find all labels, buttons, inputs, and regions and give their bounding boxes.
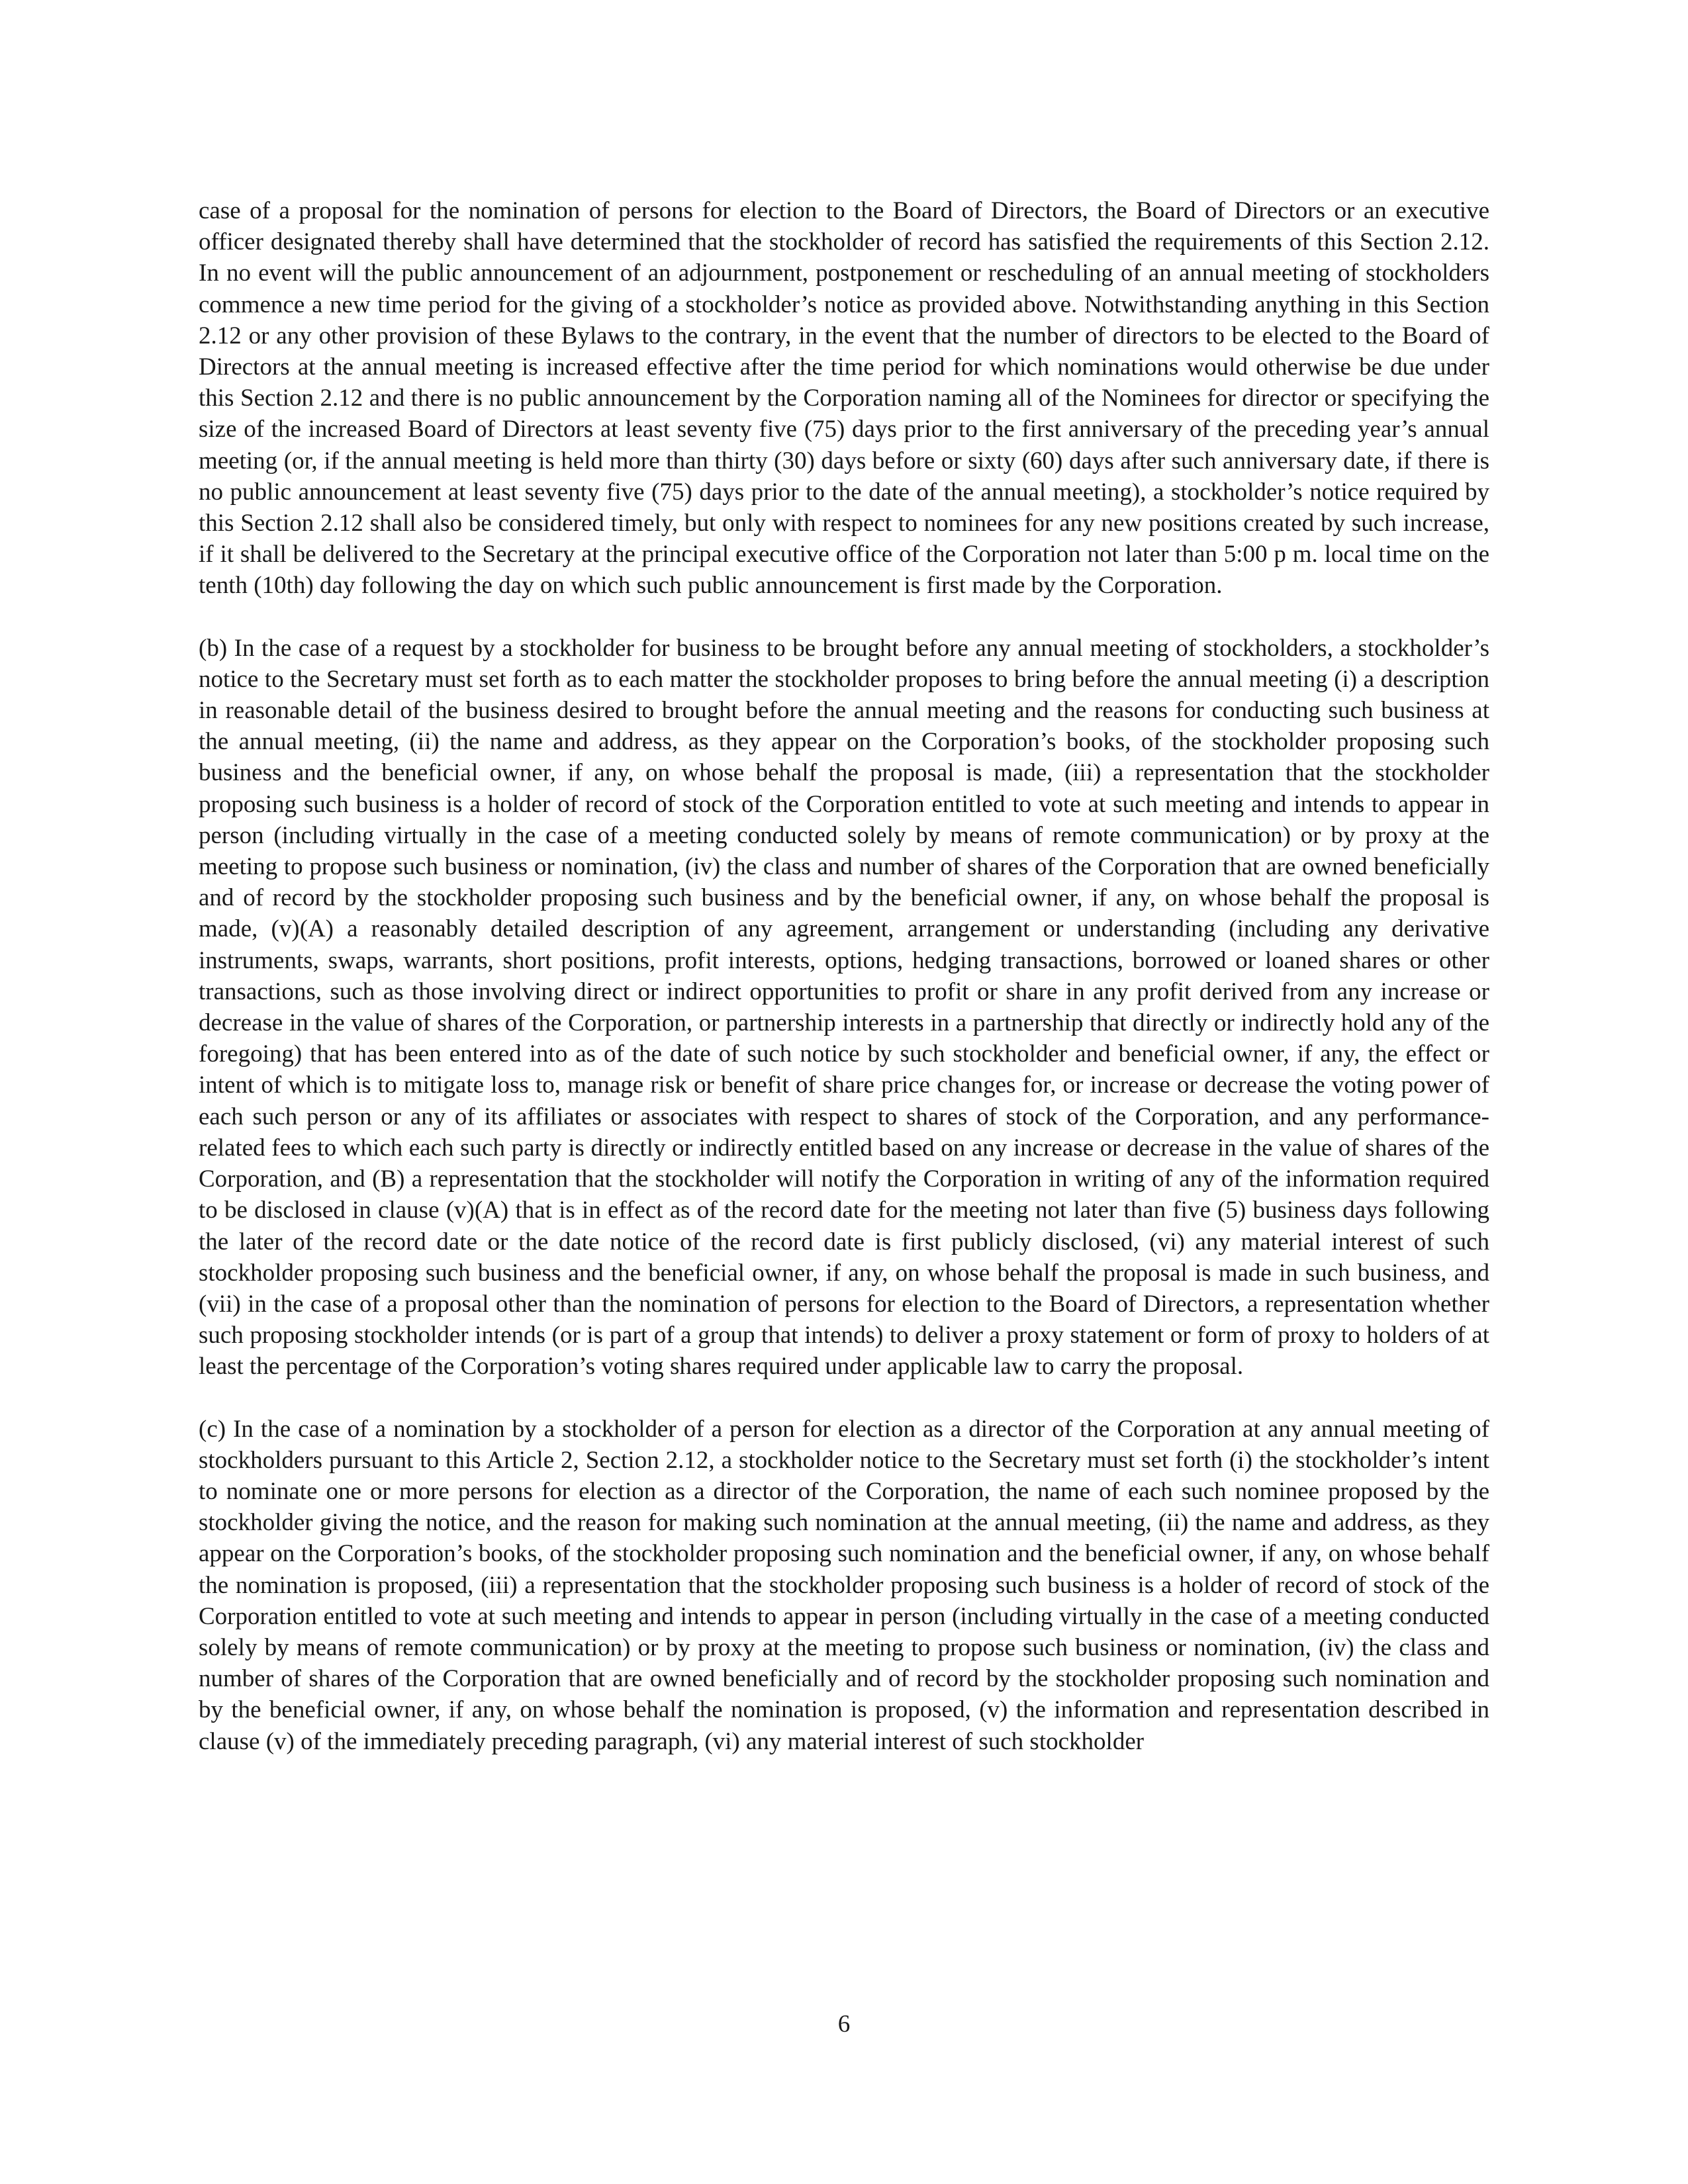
document-body — [199, 195, 1489, 1757]
paragraph-continuation: case of a proposal for the nomination of persons for election to the Board of Directors, the Board of Directors or an executive officer designated thereby shall have determined that the stockholder of record has satisfied the requirements of this Section 2.12. In no event will the public announcement of an adjournment, postponement or rescheduling of an annual meeting of stockholders commence a new time period for the giving of a stockholder’s notice as provided above. Notwithstanding anything in this Section 2.12 or any other provision of these Bylaws to the contrary, in the event that the number of directors to be elected to the Board of Directors at the annual meeting is increased effective after the time period for which nominations would otherwise be due under this Section 2.12 and there is no public announcement by the Corporation naming all of the Nominees for director or specifying the size of the increased Board of Directors at least seventy five (75) days prior to the first anniversary of the preceding year’s annual meeting (or, if the annual meeting is held more than thirty (30) days before or sixty (60) days after such anniversary date, if there is no public announcement at least seventy five (75) days prior to the date of the annual meeting), a stockholder’s notice required by this Section 2.12 shall also be considered timely, but only with respect to nominees for any new positions created by such increase, if it shall be delivered to the Secretary at the principal executive office of the Corporation not later than 5:00 p m. local time on the tenth (10th) day following the day on which such public announcement is first made by the Corporation. — [199, 197, 1489, 600]
page-number: 6 — [837, 2011, 851, 2038]
paragraph-b: (b) In the case of a request by a stockholder for business to be brought before any annual meeting of stockholders, a stockholder’s notice to the Secretary must set forth as to each matter the stockholder proposes to bring before the annual meeting (i) a description in reasonable detail of the business desired to brought before the annual meeting and the reasons for conducting such business at the annual meeting, (ii) the name and address, as they appear on the Corporation’s books, of the stockholder proposing such business and the beneficial owner, if any, on whose behalf the proposal is made, (iii) a representation that the stockholder proposing such business is a holder of record of stock of the Corporation entitled to vote at such meeting and intends to appear in person (including virtually in the case of a meeting conducted solely by means of remote communication) or by proxy at the meeting to propose such business or nomination, (iv) the class and number of shares of the Corporation that are owned beneficially and of record by the stockholder proposing such business and by the beneficial owner, if any, on whose behalf the proposal is made, (v)(A) a reasonably detailed description of any agreement, arrangement or understanding (including any derivative instruments, swaps, warrants, short positions, profit interests, options, hedging transactions, borrowed or loaned shares or other transactions, such as those involving direct or indirect opportunities to profit or share in any profit derived from any increase or decrease in the value of shares of the Corporation, or partnership interests in a partnership that directly or indirectly hold any of the foregoing) that has been entered into as of the date of such notice by such stockholder and beneficial owner, if any, the effect or intent of which is to mitigate loss to, manage risk or benefit of share price changes for, or increase or decrease the voting power of each such person or any of its affiliates or associates with respect to shares of stock of the Corporation, and any performance-related fees to which each such party is directly or indirectly entitled based on any increase or decrease in the value of shares of the Corporation, and (B) a representation that the stockholder will notify the Corporation in writing of any of the information required to be disclosed in clause (v)(A) that is in effect as of the record date for the meeting not later than five (5) business days following the later of the record date or the date notice of the record date is first publicly disclosed, (vi) any material interest of such stockholder proposing such business and the beneficial owner, if any, on whose behalf the proposal is made in such business, and (vii) in the case of a proposal other than the nomination of persons for election to the Board of Directors, a representation whether such proposing stockholder intends (or is part of a group that intends) to deliver a proxy statement or form of proxy to holders of at least the percentage of the Corporation’s voting shares required under applicable law to carry the proposal. — [199, 634, 1489, 1381]
paragraph-c: (c) In the case of a nomination by a stockholder of a person for election as a director of the Corporation at any annual meeting of stockholders pursuant to this Article 2, Section 2.12, a stockholder notice to the Secretary must set forth (i) the stockholder’s intent to nominate one or more persons for election as a director of the Corporation, the name of each such nominee proposed by the stockholder giving the notice, and the reason for making such nomination at the annual meeting, (ii) the name and address, as they appear on the Corporation’s books, of the stockholder proposing such nomination and the beneficial owner, if any, on whose behalf the nomination is proposed, (iii) a representation that the stockholder proposing such business is a holder of record of stock of the Corporation entitled to vote at such meeting and intends to appear in person (including virtually in the case of a meeting conducted solely by means of remote communication) or by proxy at the meeting to propose such business or nomination, (iv) the class and number of shares of the Corporation that are owned beneficially and of record by the stockholder proposing such nomination and by the beneficial owner, if any, on whose behalf the nomination is proposed, (v) the information and representation described in clause (v) of the immediately preceding paragraph, (vi) any material interest of such stockholder — [199, 1415, 1489, 1755]
